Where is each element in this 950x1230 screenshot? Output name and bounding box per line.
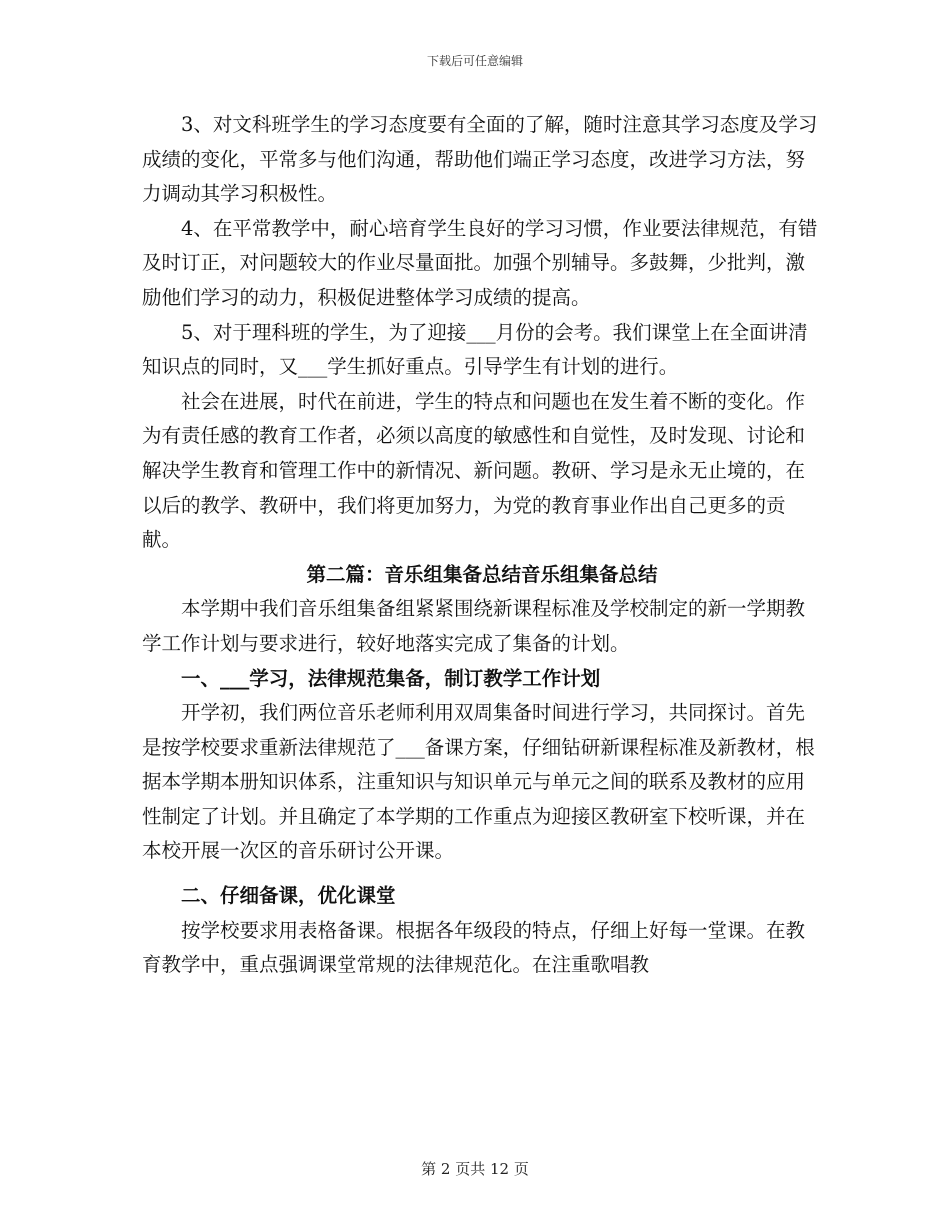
sub-heading-1: 一、___学习，法律规范集备，制订教学工作计划 — [181, 666, 601, 690]
paragraph-conclusion: 社会在进展，时代在前进，学生的特点和问题也在发生着不断的变化。作为有责任感的教育工作者，必须以高度的敏感性和自觉性，及时发现、讨论和解决学生教育和管理工作中的新情况、新问题。教研、学习是永无止境的，在以后的教学、教研中，我们将更加努力，为党的教育事业作出自己更多的贡献。 — [142, 389, 806, 552]
sub-heading-2: 二、仔细备课，优化课堂 — [181, 884, 396, 908]
page-header: 下载后可任意编辑 — [426, 54, 523, 68]
page-footer: 第 2 页共 12 页 — [421, 1160, 529, 1178]
section-title: 第二篇：音乐组集备总结音乐组集备总结 — [306, 562, 658, 586]
paragraph-lesson-prep: 按学校要求用表格备课。根据各年级段的特点，仔细上好每一堂课。在教育教学中，重点强调课堂常规的法律规范化。在注重歌唱教 — [142, 918, 806, 977]
paragraph-planning: 开学初，我们两位音乐老师利用双周集备时间进行学习，共同探讨。首先是按学校要求重新法律规范了___备课方案，仔细钻研新课程标准及新教材，根据本学期本册知识体系，注重知识与知识单元与单元之间的联系及教材的应用性制定了计划。并且确定了本学期的工作重点为迎接区教研室下校听课，并在本校开展一次区的音乐研讨公开课。 — [142, 701, 815, 863]
paragraph-item-4: 4、在平常教学中，耐心培育学生良好的学习习惯，作业要法律规范，有错及时订正，对问题较大的作业尽量面批。加强个别辅导。多鼓舞，少批判，激励他们学习的动力，积极促进整体学习成绩的提高。 — [142, 216, 818, 309]
paragraph-item-5: 5、对于理科班的学生，为了迎接___月份的会考。我们课堂上在全面讲清知识点的同时，又___学生抓好重点。引导学生有计划的进行。 — [142, 320, 808, 379]
paragraph-item-3: 3、对文科班学生的学习态度要有全面的了解，随时注意其学习态度及学习成绩的变化，平常多与他们沟通，帮助他们端正学习态度，改进学习方法，努力调动其学习积极性。 — [142, 113, 818, 206]
paragraph-intro: 本学期中我们音乐组集备组紧紧围绕新课程标准及学校制定的新一学期教学工作计划与要求进行，较好地落实完成了集备的计划。 — [142, 597, 806, 655]
document-body — [142, 108, 822, 983]
